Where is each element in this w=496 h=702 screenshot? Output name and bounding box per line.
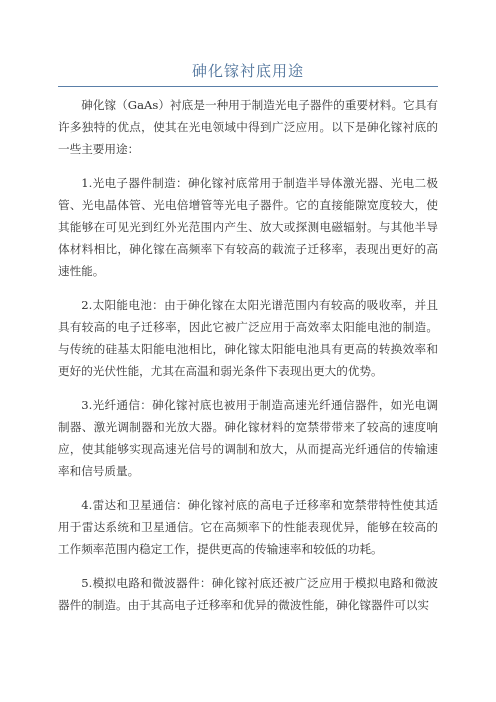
paragraph-fiber-communication: 3.光纤通信：砷化镓衬底也被用于制造高速光纤通信器件，如光电调制器、激光调制器和光放大器。砷化镓材料的宽禁带带来了较高的速度响应，使其能够实现高速光信号的调制和放大，从而提高光纤通信的传输速率和信号质量。 <box>58 398 438 478</box>
paragraph-solar-cells: 2.太阳能电池：由于砷化镓在太阳光谱范围内有较高的吸收率，并且具有较高的电子迁移率，因此它被广泛应用于高效率太阳能电池的制造。与传统的硅基太阳能电池相比，砷化镓太阳能电池具有更高的转换效率和更好的光伏性能，尤其在高温和弱光条件下表现出更大的优势。 <box>58 298 438 378</box>
document-body <box>58 94 438 628</box>
title-underline <box>58 86 438 87</box>
document-title: 砷化镓衬底用途 <box>191 62 304 80</box>
paragraph-intro: 砷化镓（GaAs）衬底是一种用于制造光电子器件的重要材料。它具有许多独特的优点，使其在光电领域中得到广泛应用。以下是砷化镓衬底的一些主要用途： <box>58 98 438 156</box>
paragraph-analog-microwave: 5.模拟电路和微波器件：砷化镓衬底还被广泛应用于模拟电路和微波器件的制造。由于其高电子迁移率和优异的微波性能，砷化镓器件可以实 <box>58 576 438 612</box>
paragraph-radar-satellite: 4.雷达和卫星通信：砷化镓衬底的高电子迁移率和宽禁带特性使其适用于雷达系统和卫星通信。它在高频率下的性能表现优异，能够在较高的工作频率范围内稳定工作，提供更高的传输速率和较低的功耗。 <box>58 498 438 556</box>
paragraph-optoelectronic-devices: 1.光电子器件制造：砷化镓衬底常用于制造半导体激光器、光电二极管、光电晶体管、光电倍增管等光电子器件。它的直接能隙宽度较大，使其能够在可见光到红外光范围内产生、放大或探测电磁辐射。与其他半导体材料相比，砷化镓在高频率下有较高的载流子迁移率，表现出更好的高速性能。 <box>58 176 438 278</box>
